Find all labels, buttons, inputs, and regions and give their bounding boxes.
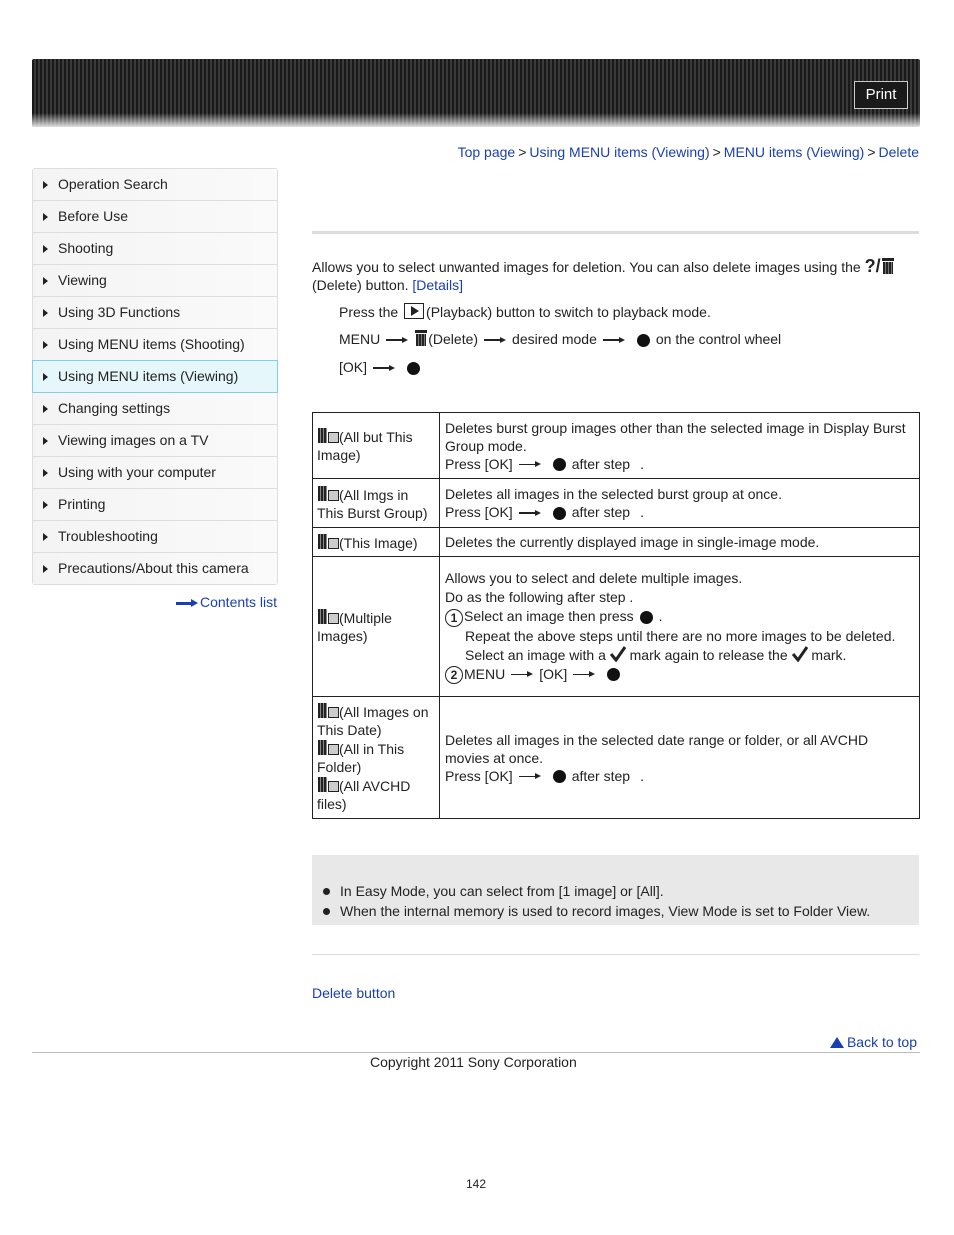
desc-text: Deletes burst group images other than the selected image in Display Burst Group mode. xyxy=(445,419,906,454)
mode-label: (All in This Folder) xyxy=(317,741,405,775)
sidebar-item-label: Before Use xyxy=(58,208,129,224)
arrow-right-icon xyxy=(373,364,395,372)
arrow-right-icon xyxy=(484,336,506,344)
sidebar-item-label: Operation Search xyxy=(58,176,168,192)
chevron-right-icon xyxy=(43,373,48,381)
sidebar-item-label: Viewing xyxy=(58,272,107,288)
delete-this-image-icon xyxy=(317,533,339,551)
arrow-right-icon xyxy=(176,599,198,607)
table-row xyxy=(313,557,920,697)
center-button-icon xyxy=(607,668,620,681)
center-button-icon xyxy=(553,770,566,783)
sidebar-item-label: Precautions/About this camera xyxy=(58,560,249,576)
delete-burst-group-icon xyxy=(317,485,339,503)
breadcrumb-using-menu-viewing[interactable]: Using MENU items (Viewing) xyxy=(529,144,710,160)
table-row xyxy=(313,479,920,528)
mode-label: (All but This Image) xyxy=(317,429,413,463)
sidebar-item-precautions[interactable] xyxy=(33,553,277,584)
sidebar-item-label: Changing settings xyxy=(58,400,171,416)
delete-by-date-icon xyxy=(317,702,339,720)
desc-text: Press [OK] xyxy=(445,504,513,520)
desc-cell xyxy=(440,528,920,557)
delete-multiple-icon xyxy=(317,608,339,626)
mode-label: (All AVCHD files) xyxy=(317,778,411,812)
step-text: MENU xyxy=(339,331,381,347)
trash-icon xyxy=(414,330,428,346)
sidebar-item-operation-search[interactable] xyxy=(33,169,277,201)
arrow-right-icon xyxy=(603,336,625,344)
step-1 xyxy=(339,303,711,320)
help-delete-icon: ?/ xyxy=(864,256,881,276)
breadcrumb-delete[interactable]: Delete xyxy=(878,144,919,160)
sidebar-item-label: Shooting xyxy=(58,240,114,256)
related-link-delete-button[interactable]: Delete button xyxy=(312,985,396,1001)
desc-text: after step xyxy=(571,504,631,520)
desc-cell xyxy=(440,697,920,819)
triangle-up-icon xyxy=(830,1037,844,1048)
sidebar-item-changing-settings[interactable] xyxy=(33,393,277,425)
desc-text: . xyxy=(640,504,644,520)
details-link[interactable]: [Details] xyxy=(412,277,463,293)
trash-icon xyxy=(881,258,895,274)
breadcrumb-menu-items-viewing[interactable]: MENU items (Viewing) xyxy=(723,144,865,160)
desc-text: Do as the following after step . xyxy=(445,589,634,606)
arrow-right-icon xyxy=(519,509,541,517)
center-button-icon xyxy=(407,362,420,375)
note-item: When the internal memory is used to record images, View Mode is set to Folder View. xyxy=(322,901,870,921)
arrow-right-icon xyxy=(519,773,541,781)
desc-text: Deletes the currently displayed image in single-image mode. xyxy=(445,534,820,550)
table-row xyxy=(313,413,920,479)
sidebar-item-menu-shooting[interactable] xyxy=(33,329,277,361)
table-row xyxy=(313,528,920,557)
title-divider xyxy=(312,231,919,234)
chevron-right-icon xyxy=(43,437,48,445)
desc-text: Press [OK] xyxy=(445,767,513,784)
center-button-icon xyxy=(553,458,566,471)
intro-sentence-2: (Delete) button. xyxy=(312,277,409,293)
sidebar-item-label: Using MENU items (Shooting) xyxy=(58,336,245,352)
sidebar-item-label: Using with your computer xyxy=(58,464,216,480)
desc-cell xyxy=(440,557,920,697)
checkmark-icon xyxy=(610,646,626,662)
table-row xyxy=(313,697,920,819)
mode-label: (Multiple Images) xyxy=(317,610,392,644)
contents-list-label: Contents list xyxy=(200,594,278,610)
step-text: (Delete) xyxy=(428,331,479,347)
desc-cell xyxy=(440,479,920,528)
mode-cell xyxy=(313,557,440,697)
sidebar-item-label: Printing xyxy=(58,496,106,512)
center-button-icon xyxy=(640,611,653,624)
intro-text xyxy=(312,257,912,294)
chevron-right-icon xyxy=(43,245,48,253)
desc-text: MENU xyxy=(464,665,506,682)
sidebar-item-label: Using MENU items (Viewing) xyxy=(58,368,239,384)
desc-text: mark. xyxy=(811,646,847,663)
mode-cell xyxy=(313,528,440,557)
desc-text: mark again to release the xyxy=(629,646,788,663)
desc-text: [OK] xyxy=(539,665,568,682)
chevron-right-icon xyxy=(43,181,48,189)
step-text: [OK] xyxy=(339,359,368,375)
chevron-right-icon xyxy=(43,213,48,221)
center-button-icon xyxy=(553,507,566,520)
sidebar-item-label: Troubleshooting xyxy=(58,528,158,544)
breadcrumb-top-page[interactable]: Top page xyxy=(457,144,516,160)
chevron-right-icon xyxy=(43,501,48,509)
chevron-right-icon xyxy=(43,277,48,285)
desc-text: Press [OK] xyxy=(445,455,513,472)
desc-text: Deletes all images in the selected date range or folder, or all AVCHD movies at once. xyxy=(445,731,869,766)
arrow-right-icon xyxy=(573,671,595,679)
arrow-right-icon xyxy=(386,336,408,344)
sidebar-item-3d-functions[interactable] xyxy=(33,297,277,329)
step-text: on the control wheel xyxy=(655,331,782,347)
intro-sentence: Allows you to select unwanted images for deletion. You can also delete images using the xyxy=(312,259,861,275)
chevron-right-icon xyxy=(43,469,48,477)
delete-folder-icon xyxy=(317,739,339,757)
chevron-right-icon xyxy=(43,565,48,573)
copyright-text: Copyright 2011 Sony Corporation xyxy=(370,1054,577,1070)
header-banner xyxy=(32,59,920,127)
desc-text: Repeat the above steps until there are no more images to be deleted. xyxy=(465,627,896,644)
back-to-top-label: Back to top xyxy=(846,1034,917,1050)
page-number: 142 xyxy=(466,1177,487,1191)
contents-list-link[interactable] xyxy=(176,594,277,610)
arrow-right-icon xyxy=(519,461,541,469)
notes-box xyxy=(312,855,919,925)
circled-number-1-icon: 1 xyxy=(445,609,463,627)
sidebar-item-viewing-tv[interactable] xyxy=(33,425,277,457)
desc-text: after step xyxy=(571,455,631,472)
mode-label: (All Imgs in This Burst Group) xyxy=(317,486,428,521)
breadcrumb: Top page > Using MENU items (Viewing) > MENU items (Viewing) > Delete xyxy=(457,144,919,160)
delete-avchd-icon xyxy=(317,776,339,794)
footer-divider xyxy=(32,1052,920,1053)
print-button[interactable]: Print xyxy=(854,81,908,109)
mode-cell xyxy=(313,479,440,528)
delete-modes-table xyxy=(312,412,920,819)
sidebar-item-computer[interactable] xyxy=(33,457,277,489)
mode-cell xyxy=(313,697,440,819)
chevron-right-icon xyxy=(43,309,48,317)
playback-icon xyxy=(404,303,424,319)
arrow-right-icon xyxy=(511,671,533,679)
desc-text: . xyxy=(640,767,644,784)
chevron-right-icon xyxy=(43,533,48,541)
sidebar-item-label: Using 3D Functions xyxy=(58,304,181,320)
mode-label: (This Image) xyxy=(339,534,418,551)
desc-text: Select an image then press xyxy=(464,608,634,625)
desc-text: . xyxy=(640,455,644,472)
desc-cell xyxy=(440,413,920,479)
step-3 xyxy=(339,359,426,375)
desc-text: Select an image with a xyxy=(465,646,606,663)
desc-text: after step xyxy=(571,767,631,784)
sidebar-item-label: Viewing images on a TV xyxy=(58,432,209,448)
chevron-right-icon xyxy=(43,405,48,413)
desc-text: . xyxy=(658,608,663,625)
sidebar-item-troubleshooting[interactable] xyxy=(33,521,277,553)
chevron-right-icon xyxy=(43,341,48,349)
step-text: (Playback) button to switch to playback mode. xyxy=(426,304,711,320)
checkmark-icon xyxy=(792,646,808,662)
note-item: In Easy Mode, you can select from [1 image] or [All]. xyxy=(322,881,870,901)
step-2 xyxy=(339,330,781,347)
back-to-top-link[interactable] xyxy=(830,1034,917,1050)
center-button-icon xyxy=(637,334,650,347)
related-divider xyxy=(312,954,919,955)
mode-cell xyxy=(313,413,440,479)
sidebar-item-shooting[interactable] xyxy=(33,233,277,265)
sidebar-nav xyxy=(32,168,278,585)
circled-number-2-icon: 2 xyxy=(445,666,463,684)
sidebar-item-printing[interactable] xyxy=(33,489,277,521)
desc-text: Allows you to select and delete multiple images. xyxy=(445,570,743,587)
sidebar-item-before-use[interactable] xyxy=(33,201,277,233)
sidebar-item-menu-viewing[interactable] xyxy=(32,360,278,393)
delete-all-but-this-icon xyxy=(317,427,339,445)
desc-text: Deletes all images in the selected burst group at once. xyxy=(445,486,782,502)
mode-label: (All Images on This Date) xyxy=(317,704,429,738)
sidebar-item-viewing[interactable] xyxy=(33,265,277,297)
step-text: Press the xyxy=(339,304,399,320)
step-text: desired mode xyxy=(512,331,597,347)
